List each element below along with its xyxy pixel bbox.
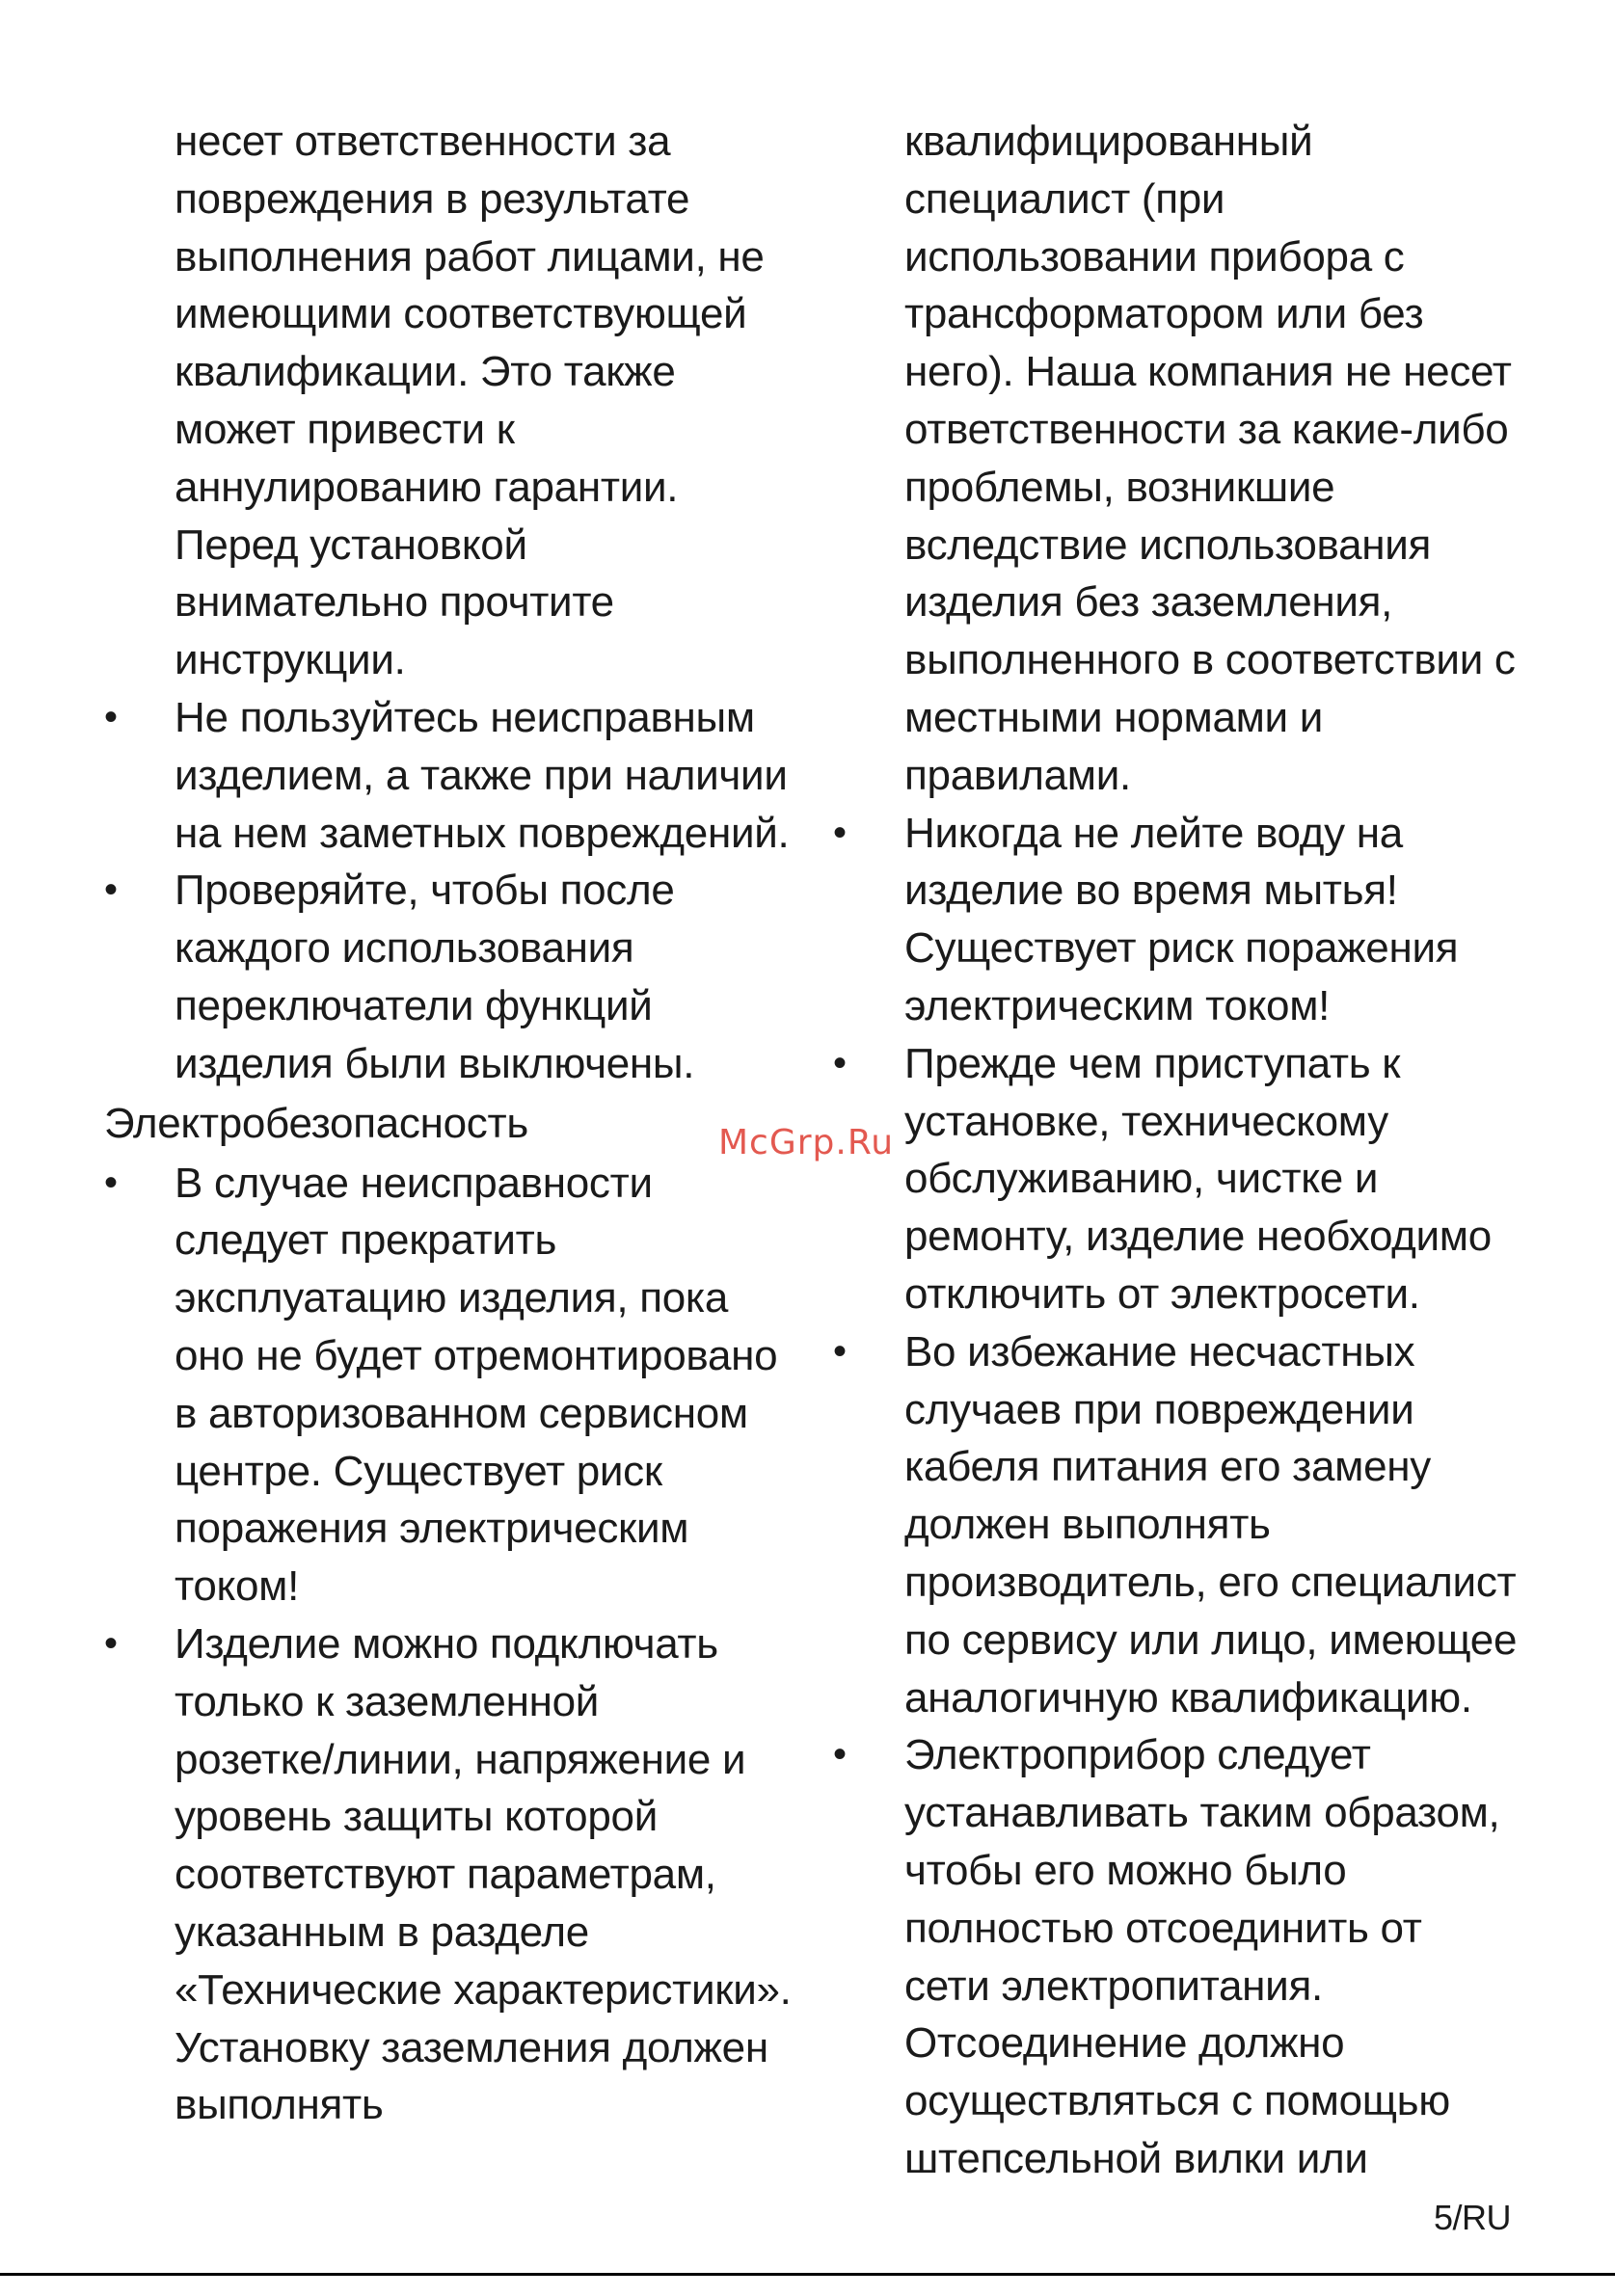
bullet-text-line: Прежде чем приступать к [904, 1039, 1401, 1087]
text-line: квалифицированный [904, 118, 1313, 165]
bullet-text-line: производитель, его специалист [904, 1558, 1517, 1606]
bullet-text-line: выполнять [175, 2081, 384, 2129]
text-line: выполненного в соответствии с [904, 636, 1516, 684]
bottom-divider [0, 2273, 1615, 2276]
bullet-text-line: устанавливать таким образом, [904, 1789, 1500, 1837]
bullet-item-power-cable [834, 1323, 1523, 1381]
bullet-text-line: ремонту, изделие необходимо [904, 1213, 1492, 1261]
bullet-text-line: Во избежание несчастных [904, 1327, 1415, 1375]
bullet-text-line: изделия были выключены. [175, 1039, 695, 1087]
text-line: аннулированию гарантии. [175, 463, 679, 511]
bullet-marker: • [833, 1329, 847, 1373]
bullet-text-line: полностью отсоединить от [904, 1904, 1422, 1952]
bullet-text-line: Отсоединение должно [904, 2019, 1345, 2068]
bullet-text-line: Проверяйте, чтобы после [175, 867, 675, 915]
bullet-text-line: изделие во время мытья! [904, 867, 1398, 915]
bullet-item-switches-off [104, 862, 808, 920]
bullet-text-line: сети электропитания. [904, 1962, 1323, 2010]
bullet-marker: • [833, 1041, 847, 1084]
bullet-text-line: установке, техническому [904, 1097, 1388, 1145]
bullet-text-line: обслуживанию, чистке и [904, 1155, 1379, 1203]
text-line: Перед установкой [175, 521, 527, 569]
bullet-text-line: следует прекратить [175, 1216, 557, 1265]
text-line: несет ответственности за [175, 118, 671, 165]
bullet-text-line: чтобы его можно было [904, 1846, 1347, 1894]
bullet-text-line: Изделие можно подключать [175, 1619, 718, 1668]
right-column [834, 113, 1523, 2188]
text-line: выполнения работ лицами, не [175, 232, 765, 280]
bullet-text-line: штепсельной вилки или [904, 2134, 1368, 2182]
text-line: может привести к [175, 405, 515, 453]
bullet-text-line: на нем заметных повреждений. [175, 809, 790, 857]
bullet-text-line: Электроприбор следует [904, 1731, 1371, 1779]
text-line: специалист (при [904, 174, 1225, 223]
text-line: инструкции. [175, 636, 406, 684]
bullet-text-line: током! [175, 1562, 300, 1611]
bullet-text-line: в авторизованном сервисном [175, 1389, 748, 1437]
text-line: вследствие использования [904, 521, 1432, 569]
bullet-item-malfunction [104, 1155, 808, 1213]
bullet-marker: • [104, 1621, 118, 1665]
text-line: имеющими соответствующей [175, 290, 747, 338]
text-line: трансформатором или без [904, 290, 1424, 338]
bullet-text-line: Не пользуйтесь неисправным [175, 693, 755, 741]
bullet-text-line: «Технические характеристики». [175, 1965, 792, 2014]
text-line: проблемы, возникшие [904, 463, 1335, 511]
bullet-text-line: оно не будет отремонтировано [175, 1331, 778, 1379]
bullet-marker: • [104, 868, 118, 912]
bullet-text-line: эксплуатацию изделия, пока [175, 1274, 729, 1322]
page-number: 5/RU [1433, 2198, 1511, 2237]
bullet-text-line: переключатели функций [175, 981, 653, 1029]
bullet-text-line: поражения электрическим [175, 1505, 689, 1553]
bullet-item-damaged-product [104, 689, 808, 747]
bullet-text-line: электрическим током! [904, 981, 1331, 1029]
bullet-item-disconnect-before-service [834, 1035, 1523, 1093]
text-line: внимательно прочтите [175, 578, 614, 627]
bullet-text-line: соответствуют параметрам, [175, 1851, 716, 1899]
text-line: местными нормами и [904, 693, 1324, 741]
text-line: квалификации. Это также [175, 348, 676, 396]
bullet-text-line: должен выполнять [904, 1501, 1271, 1549]
bullet-item-disconnection [834, 1726, 1523, 1784]
text-line: него). Наша компания не несет [904, 348, 1512, 396]
bullet-text-line: уровень защиты которой [175, 1793, 658, 1841]
bullet-text-line: осуществляться с помощью [904, 2077, 1450, 2125]
bullet-text-line: указанным в разделе [175, 1908, 589, 1956]
text-line: повреждения в результате [175, 174, 690, 223]
bullet-text-line: изделием, а также при наличии [175, 751, 788, 799]
bullet-text-line: кабеля питания его замену [904, 1443, 1432, 1491]
bullet-text-line: только к заземленной [175, 1677, 600, 1725]
bullet-marker: • [833, 811, 847, 854]
bullet-item-no-water [834, 805, 1523, 863]
bullet-text-line: розетке/линии, напряжение и [175, 1735, 746, 1783]
watermark: McGrp.Ru [718, 1123, 895, 1162]
section-heading-electrical-safety: Электробезопасность [104, 1099, 528, 1147]
bullet-marker: • [833, 1733, 847, 1776]
bullet-marker: • [104, 1161, 118, 1204]
bullet-item-grounded-socket [104, 1615, 808, 1673]
text-line: ответственности за какие-либо [904, 405, 1509, 453]
bullet-text-line: каждого использования [175, 924, 634, 973]
bullet-text-line: отключить от электросети. [904, 1269, 1420, 1318]
bullet-marker: • [104, 695, 118, 738]
bullet-text-line: В случае неисправности [175, 1159, 653, 1207]
bullet-text-line: аналогичную квалификацию. [904, 1673, 1472, 1722]
text-line: изделия без заземления, [904, 578, 1393, 627]
text-line: правилами. [904, 751, 1131, 799]
bullet-text-line: по сервису или лицо, имеющее [904, 1615, 1518, 1664]
bullet-text-line: центре. Существует риск [175, 1447, 662, 1495]
bullet-text-line: случаев при повреждении [904, 1385, 1414, 1433]
text-line: использовании прибора с [904, 232, 1405, 280]
bullet-text-line: Существует риск поражения [904, 924, 1459, 973]
bullet-text-line: Установку заземления должен [175, 2023, 768, 2071]
left-column [104, 113, 808, 2134]
bullet-text-line: Никогда не лейте воду на [904, 809, 1403, 857]
